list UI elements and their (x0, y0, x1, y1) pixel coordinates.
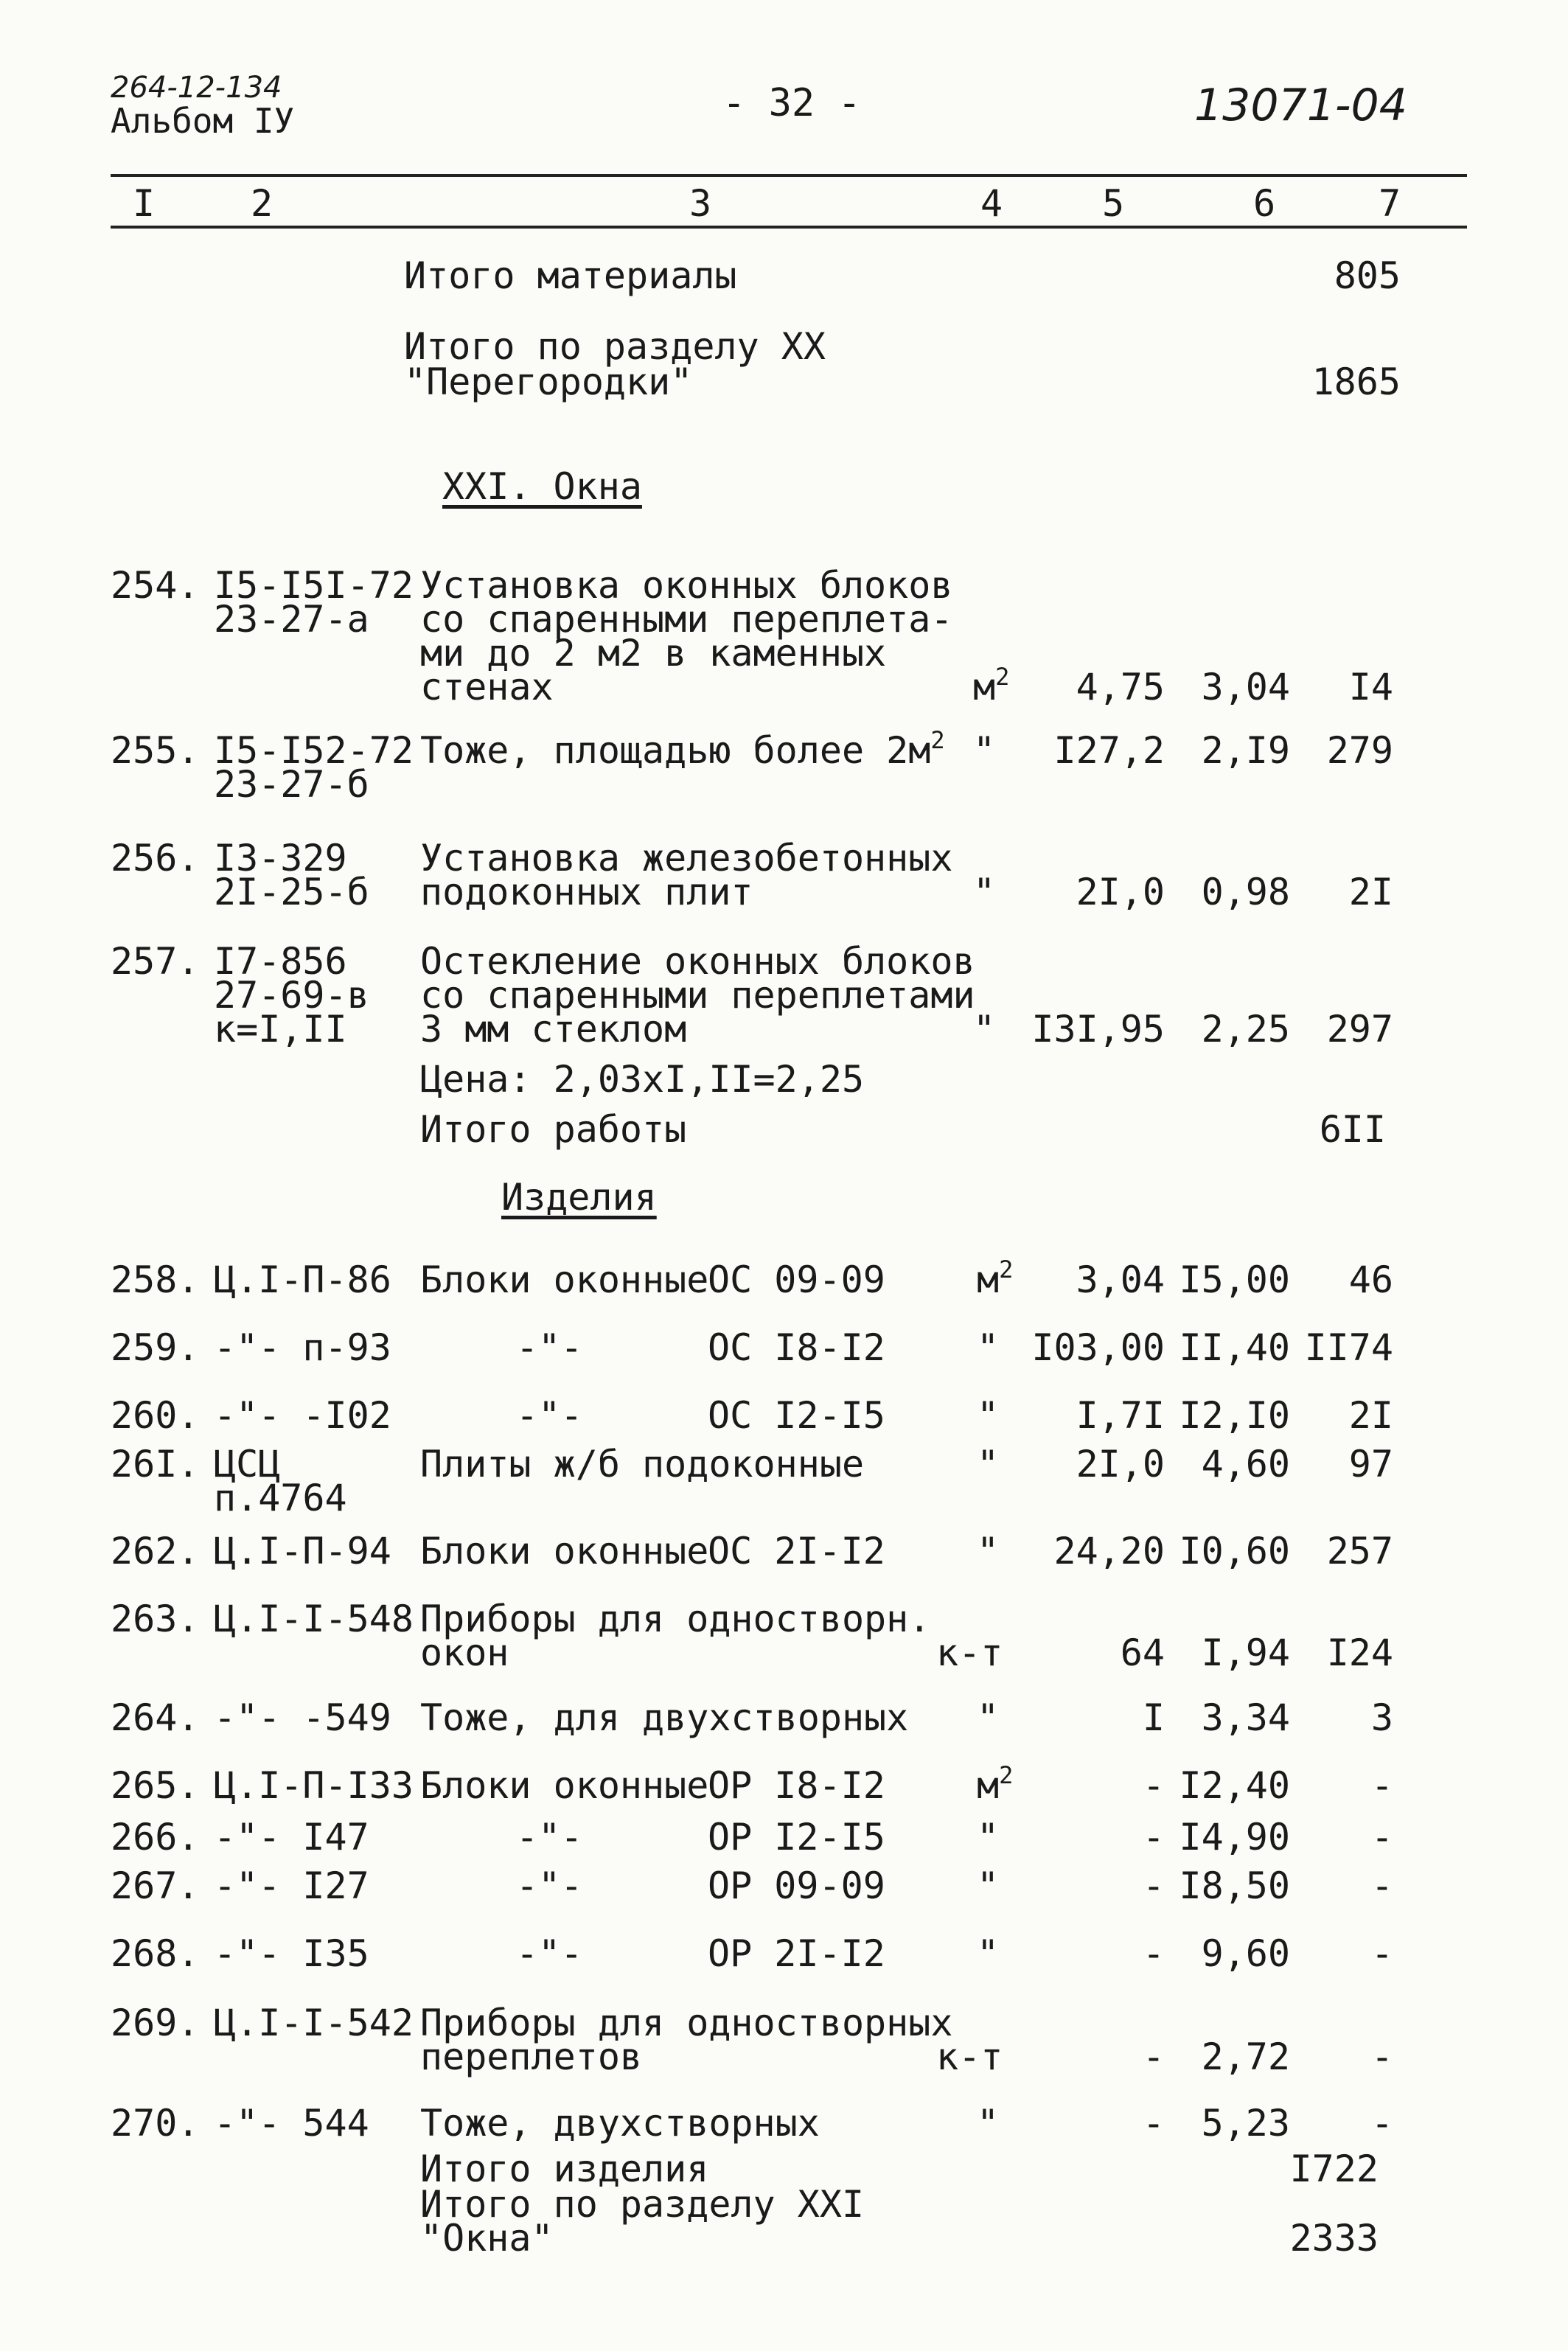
quantity: - (1142, 2035, 1165, 2078)
section21-total-value: 2333 (1289, 2217, 1379, 2260)
unit: $м^2$ (973, 663, 1010, 708)
row-number: 270. (111, 2102, 200, 2145)
product-description: Приборы для одностворн. (420, 1598, 931, 1640)
product-description: -"- (516, 1394, 583, 1437)
page-number: - 32 - (722, 81, 861, 125)
catalog-code: Ц.I-П-94 (214, 1530, 391, 1572)
column-number: 2 (251, 182, 273, 225)
row-number: 258. (111, 1258, 200, 1301)
unit-price: I2,40 (1179, 1764, 1290, 1807)
norm-code: 23-27-б (214, 763, 369, 806)
product-mark: ОР I2-I5 (708, 1816, 885, 1859)
row-sum: - (1370, 1764, 1393, 1807)
product-description: Тоже, двухстворных (420, 2102, 820, 2145)
quantity: 64 (1120, 1631, 1165, 1674)
catalog-code: -"- 544 (214, 2102, 369, 2145)
column-number: 3 (689, 182, 712, 225)
catalog-code: -"- -I02 (214, 1394, 391, 1437)
row-number: 256. (111, 837, 200, 880)
column-number: 7 (1379, 182, 1401, 225)
row-description: Установка железобетонных (420, 837, 953, 880)
section21-total-label: Итого по разделу XXI (420, 2183, 865, 2226)
quantity: - (1142, 1816, 1165, 1859)
row-number: 264. (111, 1696, 200, 1739)
row-number: 255. (111, 729, 200, 772)
product-mark: ОС 2I-I2 (708, 1530, 885, 1572)
unit: " (973, 729, 996, 772)
catalog-code: Ц.I-П-86 (214, 1258, 391, 1301)
product-mark: ОС 09-09 (708, 1258, 885, 1301)
unit-price: I4,90 (1179, 1816, 1290, 1859)
quantity: 2I,0 (1076, 1443, 1165, 1486)
quantity: I03,00 (1031, 1326, 1165, 1369)
quantity: 4,75 (1076, 666, 1165, 708)
quantity: - (1142, 1764, 1165, 1807)
unit-price: I5,00 (1179, 1258, 1290, 1301)
row-sum: - (1370, 1816, 1393, 1859)
superscript: 2 (999, 1761, 1014, 1789)
row-number: 259. (111, 1326, 200, 1369)
catalog-code: Ц.I-П-I33 (214, 1764, 414, 1807)
row-number: 263. (111, 1598, 200, 1640)
product-mark: ОС I8-I2 (708, 1326, 885, 1369)
row-description: со спаренными переплета- (420, 598, 953, 641)
product-mark: ОР 09-09 (708, 1864, 885, 1907)
row-number: 267. (111, 1864, 200, 1907)
product-mark: ОР 2I-I2 (708, 1932, 885, 1975)
superscript: 2 (930, 726, 945, 754)
unit-price: I,94 (1201, 1631, 1290, 1674)
row-sum: 2I (1348, 1394, 1393, 1437)
product-description: Плиты ж/б подоконные (420, 1443, 865, 1486)
superscript: 2 (995, 663, 1010, 691)
row-sum: - (1370, 1864, 1393, 1907)
unit: " (973, 1008, 996, 1051)
row-sum: I24 (1326, 1631, 1393, 1674)
unit-price: 0,98 (1201, 871, 1290, 913)
unit-price: 3,04 (1201, 666, 1290, 708)
column-number: 4 (980, 182, 1003, 225)
unit: " (977, 1864, 1000, 1907)
section20-total-label: Итого по разделу XX (404, 325, 826, 368)
catalog-code-line2: п.4764 (214, 1477, 347, 1519)
norm-code: I3-329 (214, 837, 347, 880)
product-mark: ОР I8-I2 (708, 1764, 885, 1807)
unit-price: 4,60 (1201, 1443, 1290, 1486)
quantity: I,7I (1076, 1394, 1165, 1437)
product-description: Тоже, для двухстворных (420, 1696, 909, 1739)
unit-price: I8,50 (1179, 1864, 1290, 1907)
row-sum: 297 (1326, 1008, 1393, 1051)
quantity: I27,2 (1053, 729, 1165, 772)
quantity: - (1142, 1932, 1165, 1975)
row-sum: - (1370, 2035, 1393, 2078)
product-mark: ОС I2-I5 (708, 1394, 885, 1437)
catalog-code: Ц.I-I-548 (214, 1598, 414, 1640)
unit-price: 2,25 (1201, 1008, 1290, 1051)
product-description: -"- (516, 1932, 583, 1975)
row-number: 257. (111, 940, 200, 983)
catalog-code: Ц.I-I-542 (214, 2002, 414, 2044)
quantity: - (1142, 1864, 1165, 1907)
quantity: I (1142, 1696, 1165, 1739)
unit: " (977, 1816, 1000, 1859)
product-description-line2: окон (420, 1631, 509, 1674)
unit: " (977, 1932, 1000, 1975)
section20-name: "Перегородки" (404, 361, 693, 403)
unit-price: I0,60 (1179, 1530, 1290, 1572)
norm-code: I5-I5I-72 (214, 564, 414, 607)
unit: $м^2$ (977, 1255, 1014, 1301)
row-sum: - (1370, 2102, 1393, 2145)
row-number: 260. (111, 1394, 200, 1437)
row-description: ми до 2 м2 в каменных (420, 632, 887, 675)
row-sum: 2I (1348, 871, 1393, 913)
unit-price: 5,23 (1201, 2102, 1290, 2145)
quantity: - (1142, 2102, 1165, 2145)
row-sum: - (1370, 1932, 1393, 1975)
column-number: 6 (1253, 182, 1276, 225)
unit: " (973, 871, 996, 913)
product-description: -"- (516, 1816, 583, 1859)
product-description: -"- (516, 1326, 583, 1369)
norm-code: к=I,II (214, 1008, 347, 1051)
norm-code: I5-I52-72 (214, 729, 414, 772)
unit-price: 2,I9 (1201, 729, 1290, 772)
product-description: Блоки оконные (420, 1258, 709, 1301)
row-description: подоконных плит (420, 871, 753, 913)
product-description-line2: переплетов (420, 2035, 643, 2078)
row-description: Остекление оконных блоков (420, 940, 975, 983)
materials-total-value: 805 (1334, 254, 1401, 297)
header-bottom-rule (111, 226, 1467, 229)
product-description: -"- (516, 1864, 583, 1907)
product-description: Блоки оконные (420, 1764, 709, 1807)
section21-title: XXI. Окна (442, 465, 642, 508)
unit: " (977, 1443, 1000, 1486)
unit: " (977, 1696, 1000, 1739)
unit-price: 3,34 (1201, 1696, 1290, 1739)
album-label: Альбом IУ (111, 101, 295, 141)
row-description: 3 мм стеклом (420, 1008, 687, 1051)
row-number: 254. (111, 564, 200, 607)
products-total-value: I722 (1289, 2148, 1379, 2190)
row-description: стенах (420, 666, 554, 708)
unit: " (977, 1530, 1000, 1572)
unit: к-т (936, 1631, 1003, 1674)
row-description: Тоже, площадью более $2м^2$ (420, 726, 945, 772)
row-number: 269. (111, 2002, 200, 2044)
row-description: Установка оконных блоков (420, 564, 953, 607)
price-note: Цена: 2,03хI,II=2,25 (420, 1058, 865, 1101)
row-number: 265. (111, 1764, 200, 1807)
row-sum: 97 (1348, 1443, 1393, 1486)
registration-number: 13071-04 (1194, 80, 1407, 131)
norm-code: 27-69-в (214, 974, 369, 1017)
row-sum: 257 (1326, 1530, 1393, 1572)
column-number: 5 (1102, 182, 1125, 225)
doc-code: 264-12-134 (111, 71, 282, 105)
materials-total-label: Итого материалы (404, 254, 737, 297)
catalog-code: -"- I27 (214, 1864, 369, 1907)
catalog-code: -"- I35 (214, 1932, 369, 1975)
norm-code: I7-856 (214, 940, 347, 983)
catalog-code: ЦСЦ (214, 1443, 281, 1486)
unit: " (977, 1394, 1000, 1437)
row-number: 266. (111, 1816, 200, 1859)
row-sum: 46 (1348, 1258, 1393, 1301)
works-total-value: 6II (1319, 1108, 1386, 1151)
catalog-code: -"- п-93 (214, 1326, 391, 1369)
unit: " (977, 2102, 1000, 2145)
row-sum: II74 (1304, 1326, 1393, 1369)
norm-code: 23-27-а (214, 598, 369, 641)
unit-price: II,40 (1179, 1326, 1290, 1369)
section20-total-value: 1865 (1311, 361, 1401, 403)
row-number: 262. (111, 1530, 200, 1572)
row-sum: I4 (1348, 666, 1393, 708)
quantity: 24,20 (1053, 1530, 1165, 1572)
unit: " (977, 1326, 1000, 1369)
catalog-code: -"- I47 (214, 1816, 369, 1859)
unit-price: 9,60 (1201, 1932, 1290, 1975)
works-total-label: Итого работы (420, 1108, 687, 1151)
product-description: Блоки оконные (420, 1530, 709, 1572)
product-description: Приборы для одностворных (420, 2002, 953, 2044)
superscript: 2 (999, 1255, 1014, 1284)
quantity: 3,04 (1076, 1258, 1165, 1301)
row-sum: 279 (1326, 729, 1393, 772)
quantity: I3I,95 (1031, 1008, 1165, 1051)
products-title: Изделия (501, 1176, 657, 1219)
header-top-rule (111, 174, 1467, 177)
row-number: 26I. (111, 1443, 200, 1486)
norm-code: 2I-25-б (214, 871, 369, 913)
column-number: I (133, 182, 156, 225)
quantity: 2I,0 (1076, 871, 1165, 913)
row-sum: 3 (1370, 1696, 1393, 1739)
row-number: 268. (111, 1932, 200, 1975)
catalog-code: -"- -549 (214, 1696, 391, 1739)
unit-price: I2,I0 (1179, 1394, 1290, 1437)
products-total-label: Итого изделия (420, 2148, 709, 2190)
unit: к-т (936, 2035, 1003, 2078)
section21-name: "Окна" (420, 2217, 554, 2260)
row-description: со спаренными переплетами (420, 974, 975, 1017)
unit: $м^2$ (977, 1761, 1014, 1807)
unit-price: 2,72 (1201, 2035, 1290, 2078)
